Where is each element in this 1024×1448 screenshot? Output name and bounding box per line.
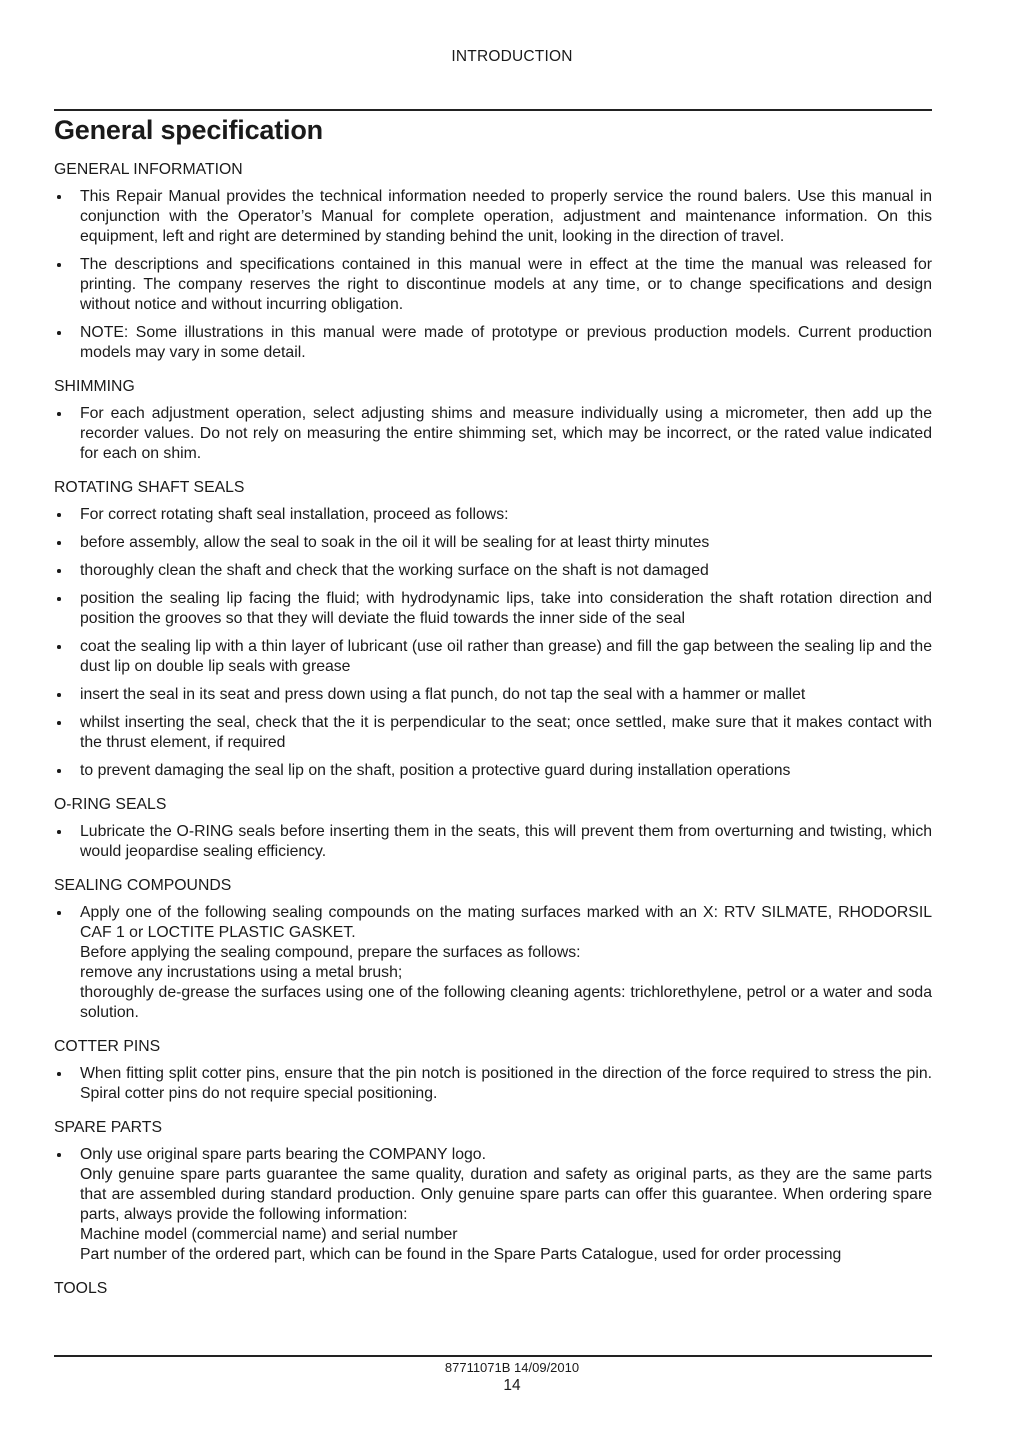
document-code: 87711071B 14/09/2010 — [444, 1360, 580, 1375]
paragraph-text: Part number of the ordered part, which can be found in the Spare Parts Catalogue, used for order processing — [80, 1246, 842, 1263]
list-item — [54, 505, 932, 525]
list-item — [54, 761, 932, 781]
section-tools — [54, 1279, 932, 1299]
bullet-icon — [57, 830, 61, 834]
bullet-icon — [57, 331, 61, 335]
bullet-list — [54, 187, 932, 363]
paragraph-text: thoroughly de-grease the surfaces using one of the following cleaning agents: trichlorethylene, petrol or a water and soda solution. — [80, 984, 932, 1021]
list-item — [54, 404, 932, 464]
bullet-list — [54, 1064, 932, 1104]
section-title: GENERAL INFORMATION — [54, 161, 243, 178]
bullet-icon — [57, 195, 61, 199]
page-content — [54, 113, 932, 1306]
section-spare-parts — [54, 1118, 932, 1265]
paragraph-text: coat the sealing lip with a thin layer of lubricant (use oil rather than grease) and fill the gap between the sealing lip and the dust lip on double lip seals with grease — [80, 638, 932, 675]
section-title: SEALING COMPOUNDS — [54, 877, 232, 894]
paragraph-text: This Repair Manual provides the technical information needed to properly service the round balers. Use this manual in conjunction with the Operator’s Manual for complete operation, adjustment and maintenance information. On this equipment, left and right are determined by standing behind the unit, looking in the direction of travel. — [80, 188, 932, 245]
paragraph-text: For each adjustment operation, select adjusting shims and measure individually using a micrometer, then add up the recorder values. Do not rely on measuring the entire shimming set, which may be incorrect, or the rated value indicated for each on shim. — [80, 405, 932, 462]
paragraph-text: Before applying the sealing compound, prepare the surfaces as follows: — [80, 944, 581, 961]
list-item — [54, 637, 932, 677]
paragraph-text: before assembly, allow the seal to soak in the oil it will be sealing for at least thirty minutes — [80, 534, 710, 551]
bullet-icon — [57, 569, 61, 573]
paragraph-text: Lubricate the O-RING seals before inserting them in the seats, this will prevent them from overturning and twisting, which would jeopardise sealing efficiency. — [80, 823, 932, 860]
paragraph-text: thoroughly clean the shaft and check that the working surface on the shaft is not damaged — [80, 562, 709, 579]
page-header: INTRODUCTION — [451, 48, 573, 65]
bullet-icon — [57, 412, 61, 416]
bullet-icon — [57, 513, 61, 517]
bullet-list — [54, 505, 932, 781]
section-general-information — [54, 160, 932, 363]
list-item — [54, 589, 932, 629]
bullet-icon — [57, 541, 61, 545]
page-title: General specification — [54, 115, 323, 145]
paragraph-text: The descriptions and specifications contained in this manual were in effect at the time the manual was released for printing. The company reserves the right to discontinue models at any time, or to change specifications and design without notice and without incurring obligation. — [80, 256, 932, 313]
paragraph-text: insert the seal in its seat and press down using a flat punch, do not tap the seal with a hammer or mallet — [80, 686, 806, 703]
paragraph-text: For correct rotating shaft seal installation, proceed as follows: — [80, 506, 509, 523]
section-title: COTTER PINS — [54, 1038, 161, 1055]
paragraph-text: to prevent damaging the seal lip on the shaft, position a protective guard during installation operations — [80, 762, 791, 779]
bullet-icon — [57, 1153, 61, 1157]
paragraph-text: When fitting split cotter pins, ensure that the pin notch is positioned in the direction of the force required to stress the pin. Spiral cotter pins do not require special positioning. — [80, 1065, 932, 1102]
section-o-ring-seals — [54, 795, 932, 862]
bullet-icon — [57, 597, 61, 601]
section-title: ROTATING SHAFT SEALS — [54, 479, 245, 496]
bullet-icon — [57, 769, 61, 773]
section-title: SPARE PARTS — [54, 1119, 162, 1136]
paragraph-text: Machine model (commercial name) and serial number — [80, 1226, 458, 1243]
bullet-list — [54, 1145, 932, 1265]
list-item — [54, 255, 932, 315]
bullet-icon — [57, 1072, 61, 1076]
paragraph-text: Only use original spare parts bearing the COMPANY logo. — [80, 1146, 486, 1163]
section-title: TOOLS — [54, 1280, 108, 1297]
bullet-icon — [57, 645, 61, 649]
header-divider — [54, 109, 932, 111]
paragraph-text: remove any incrustations using a metal brush; — [80, 964, 403, 981]
bullet-icon — [57, 693, 61, 697]
bullet-list — [54, 903, 932, 1023]
list-item — [54, 685, 932, 705]
bullet-icon — [57, 721, 61, 725]
list-item — [54, 713, 932, 753]
paragraph-text: NOTE: Some illustrations in this manual were made of prototype or previous production models. Current production models may vary in some detail. — [80, 324, 932, 361]
list-item — [54, 187, 932, 247]
page-number: 14 — [503, 1377, 521, 1394]
list-item — [54, 1064, 932, 1104]
section-shimming — [54, 377, 932, 464]
section-title: O-RING SEALS — [54, 796, 167, 813]
section-rotating-shaft-seals — [54, 478, 932, 781]
paragraph-text: Only genuine spare parts guarantee the same quality, duration and safety as original parts, as they are the same parts that are assembled during standard production. Only genuine spare parts can offer this guarantee. When ordering spare parts, always provide the following information: — [80, 1166, 932, 1223]
list-item — [54, 323, 932, 363]
list-item — [54, 1145, 932, 1265]
list-item — [54, 822, 932, 862]
section-sealing-compounds — [54, 876, 932, 1023]
bullet-list — [54, 404, 932, 464]
section-title: SHIMMING — [54, 378, 135, 395]
list-item — [54, 533, 932, 553]
paragraph-text: whilst inserting the seal, check that the it is perpendicular to the seat; once settled, make sure that it makes contact with the thrust element, if required — [80, 714, 932, 751]
bullet-list — [54, 822, 932, 862]
paragraph-text: position the sealing lip facing the fluid; with hydrodynamic lips, take into consideration the shaft rotation direction and position the grooves so that they will deviate the fluid towards the inner side of the seal — [80, 590, 932, 627]
bullet-icon — [57, 263, 61, 267]
paragraph-text: Apply one of the following sealing compounds on the mating surfaces marked with an X: RTV SILMATE, RHODORSIL CAF 1 or LOCTITE PLASTIC GASKET. — [80, 904, 932, 941]
list-item — [54, 903, 932, 1023]
section-cotter-pins — [54, 1037, 932, 1104]
bullet-icon — [57, 911, 61, 915]
footer-divider — [54, 1355, 932, 1357]
list-item — [54, 561, 932, 581]
sections-container — [54, 160, 932, 1299]
